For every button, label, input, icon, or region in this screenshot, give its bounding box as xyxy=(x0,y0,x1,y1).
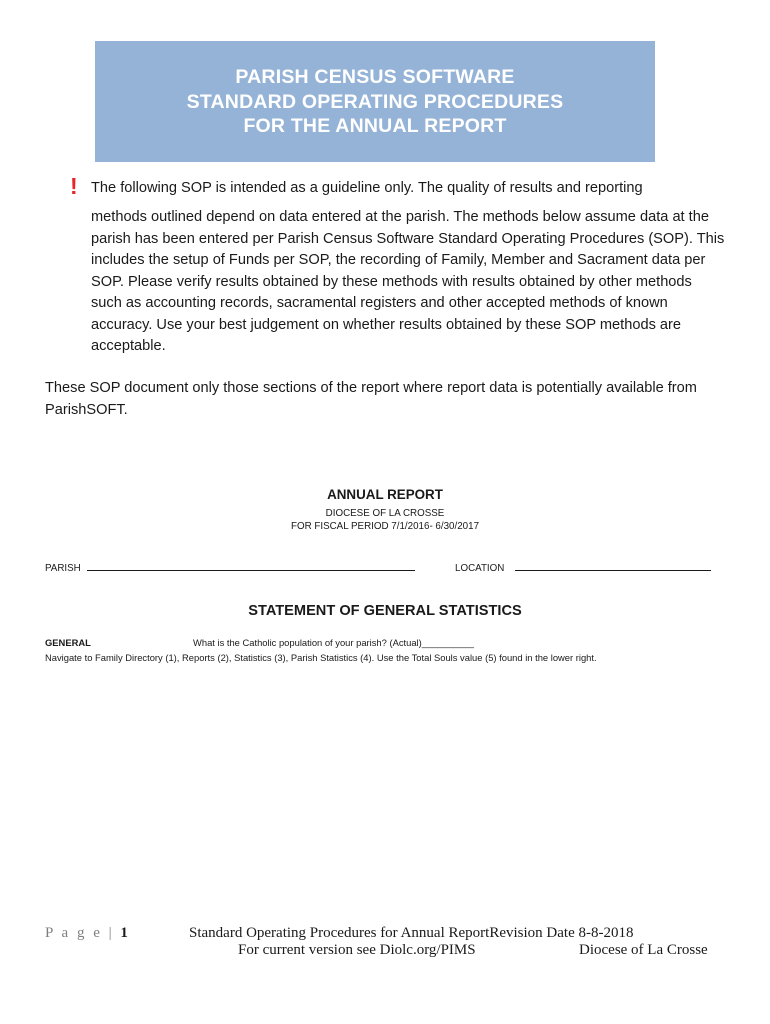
page-number-value: 1 xyxy=(120,925,128,941)
banner-line-2: STANDARD OPERATING PROCEDURES xyxy=(186,90,564,113)
page-label: P a g e | xyxy=(45,925,115,941)
diocese-line: DIOCESE OF LA CROSSE xyxy=(325,508,445,519)
banner-line-3: FOR THE ANNUAL REPORT xyxy=(243,115,507,137)
notice-paragraph: methods outlined depend on data entered at the parish. The methods below assume data at the parish has been entered per Parish Census Software Standard Operating Procedures (SOP). This includes the setup of Funds per SOP, the recording of Family, Member and Sacrament data per SOP. Please verify results obtained by these methods with results obtained by other methods such as accounting records, sacramental registers and other accepted methods of known accuracy. Use your best judgement on whether results obtained by these SOP methods are acceptable. xyxy=(91,209,725,354)
footer-diocese: Diocese of La Crosse xyxy=(579,942,708,958)
footer-line-1 xyxy=(189,925,633,942)
page-number xyxy=(45,925,128,942)
navigation-instructions: Navigate to Family Directory (1), Reports (2), Statistics (3), Parish Statistics (4). Use the Total Souls value (5) found in the lower right. xyxy=(45,652,597,663)
parish-blank-line xyxy=(87,561,415,571)
banner-line-1: PARISH CENSUS SOFTWARE xyxy=(235,66,515,88)
parish-field xyxy=(45,561,415,574)
title-banner xyxy=(95,41,655,162)
annual-report-title: ANNUAL REPORT xyxy=(327,487,443,502)
population-question: What is the Catholic population of your parish? (Actual)__________ xyxy=(193,637,474,648)
location-field xyxy=(455,561,711,574)
footer-sop-title: Standard Operating Procedures for Annual Report xyxy=(189,925,490,941)
footer-current-version: For current version see Diolc.org/PIMS xyxy=(238,942,476,958)
notice-first-line: The following SOP is intended as a guideline only. The quality of results and reporting xyxy=(91,180,643,196)
statistics-title: STATEMENT OF GENERAL STATISTICS xyxy=(248,603,522,619)
parish-label: PARISH xyxy=(45,563,81,574)
fiscal-period-line: FOR FISCAL PERIOD 7/1/2016- 6/30/2017 xyxy=(290,521,480,532)
scope-paragraph: These SOP document only those sections of the report where report data is potentially available from ParishSOFT. xyxy=(45,380,697,418)
general-label: GENERAL xyxy=(45,637,91,648)
location-blank-line xyxy=(515,561,711,571)
footer-revision: Revision Date 8-8-2018 xyxy=(489,925,634,941)
exclamation-icon: ! xyxy=(70,173,78,199)
location-label: LOCATION xyxy=(455,563,505,574)
